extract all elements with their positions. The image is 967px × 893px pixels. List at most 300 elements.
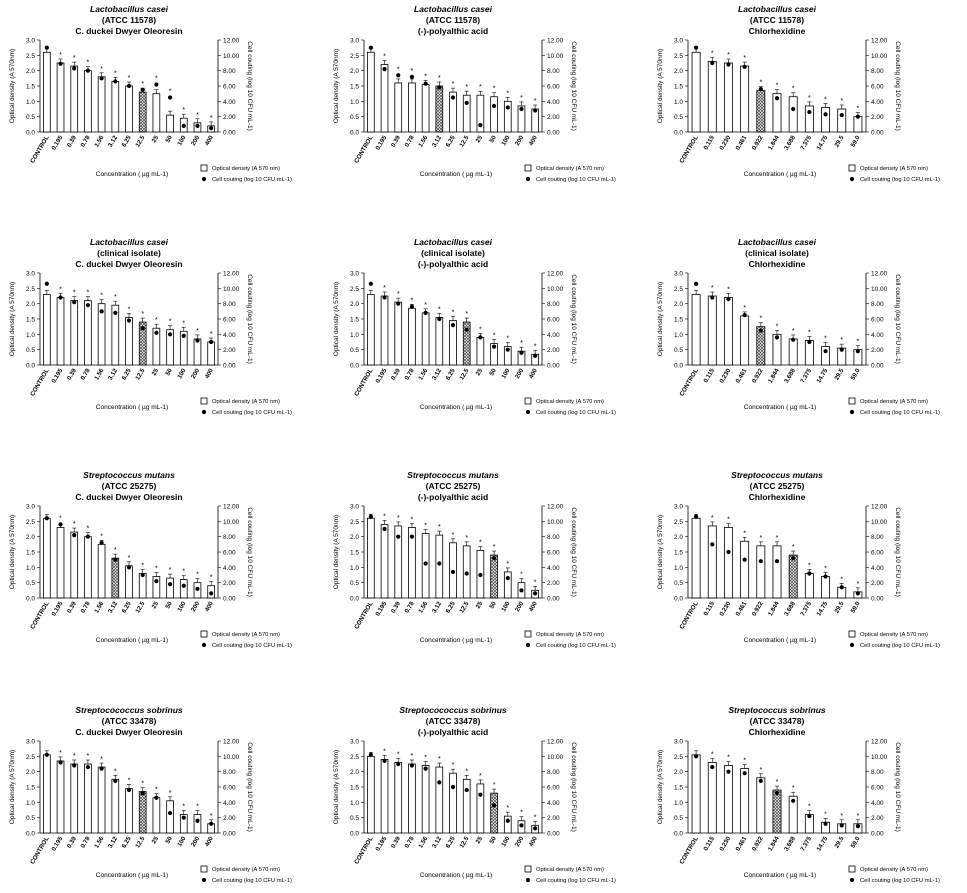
chart-title-line: Streptococcus mutans: [83, 470, 175, 480]
bar-optical-density: [381, 524, 388, 598]
bar-optical-density: [71, 301, 78, 365]
dot-cell-count: [807, 814, 811, 818]
x-tick-label: 0.39: [389, 600, 402, 615]
dot-cell-count: [451, 785, 455, 789]
significance-marker: *: [168, 789, 172, 797]
chart-title-line: (clinical isolate): [421, 248, 485, 258]
significance-marker: *: [383, 53, 386, 61]
significance-marker: *: [424, 522, 427, 530]
significance-marker: *: [59, 52, 62, 59]
chart-title-line: (ATCC 25275): [425, 481, 481, 491]
x-tick-label: 12.5: [134, 600, 147, 615]
significance-marker: *: [424, 301, 427, 309]
x-tick-label: 0.195: [374, 835, 389, 853]
legend-bar-swatch: [849, 866, 855, 872]
legend-dot-label: Cell couting (log 10 CFU mL-1): [536, 643, 616, 649]
bar-optical-density: [838, 109, 846, 132]
dot-cell-count: [759, 559, 763, 563]
y-tick-label-left: 0.5: [25, 114, 35, 122]
bar-optical-density: [194, 339, 201, 365]
chart-panel: [333, 470, 616, 649]
bar-optical-density: [409, 308, 416, 365]
x-tick-label: 200: [513, 367, 526, 380]
bar-optical-density: [436, 86, 443, 132]
y-tick-label-right: 10.00: [871, 518, 888, 526]
dot-cell-count: [743, 771, 747, 775]
y-tick-label-right: 4.00: [223, 331, 236, 339]
significance-marker: *: [113, 294, 117, 302]
x-tick-label: 200: [513, 835, 526, 848]
x-axis-label: Concentration ( µg mL-1): [419, 404, 493, 411]
y-tick-label-left: 2.0: [25, 68, 35, 76]
dot-cell-count: [424, 767, 428, 771]
dot-cell-count: [182, 124, 186, 128]
dot-cell-count: [410, 535, 414, 539]
bar-optical-density: [57, 527, 64, 598]
y-tick-label-left: 0.5: [349, 580, 359, 588]
x-tick-label: 0.78: [79, 367, 92, 382]
bar-optical-density: [126, 789, 133, 833]
y-tick-label-left: 2.5: [25, 753, 35, 761]
y-tick-label-left: 1.0: [673, 564, 683, 572]
y-tick-label-right: 12.00: [547, 738, 564, 746]
legend-bar-label: Optical density (A 570 nm): [212, 399, 280, 405]
dot-cell-count: [209, 591, 213, 595]
significance-marker: *: [396, 66, 400, 74]
significance-marker: *: [209, 331, 213, 338]
y-tick-label-left: 0.0: [25, 830, 35, 838]
y-tick-label-left: 0.0: [25, 362, 35, 370]
y-axis-label-left: Optical density (A 570nm): [9, 281, 16, 357]
x-tick-label: 400: [527, 600, 539, 613]
y-tick-label-right: 10.00: [223, 518, 240, 526]
x-tick-label: 50: [164, 367, 174, 377]
significance-marker: *: [209, 812, 213, 820]
dot-cell-count: [492, 556, 496, 560]
y-tick-label-right: 0.00: [871, 362, 884, 370]
bar-optical-density: [194, 815, 201, 833]
dot-cell-count: [492, 803, 496, 807]
legend-bar-swatch: [849, 398, 855, 404]
bar-optical-density: [477, 784, 484, 833]
y-tick-label-right: 4.00: [223, 799, 236, 807]
dot-cell-count: [694, 46, 698, 50]
y-tick-label-right: 8.00: [547, 534, 560, 542]
dot-cell-count: [72, 533, 76, 537]
legend-bar-swatch: [849, 165, 855, 171]
chart-panel: [9, 705, 292, 884]
x-tick-label: 0.461: [734, 835, 749, 853]
chart-title-line: (ATCC 33478): [749, 716, 805, 726]
x-tick-label: 6.25: [120, 367, 133, 382]
y-tick-label-left: 1.0: [673, 98, 683, 106]
x-tick-label: 400: [203, 367, 215, 380]
dot-cell-count: [86, 535, 90, 539]
significance-marker: *: [743, 304, 747, 312]
y-tick-label-right: 2.00: [871, 815, 884, 823]
significance-marker: *: [424, 754, 427, 762]
bar-optical-density: [98, 767, 105, 833]
y-tick-label-right: 8.00: [223, 301, 236, 309]
bar-optical-density: [43, 294, 50, 365]
legend-dot-label: Cell couting (log 10 CFU mL-1): [212, 878, 292, 884]
x-tick-label: 7.375: [799, 134, 814, 152]
y-axis-label-left: Optical density (A 570nm): [333, 48, 340, 124]
legend-bar-swatch: [849, 631, 855, 637]
chart-title-line: Lactobacillus casei: [90, 237, 168, 247]
x-tick-label: 100: [176, 134, 188, 147]
y-tick-label-left: 2.0: [673, 68, 683, 76]
x-tick-label: 12.5: [458, 367, 471, 382]
bar-optical-density: [491, 793, 498, 833]
significance-marker: *: [383, 748, 386, 756]
bar-optical-density: [98, 544, 105, 598]
dot-cell-count: [168, 332, 172, 336]
bar-optical-density: [692, 52, 700, 132]
x-tick-label: 25: [150, 600, 161, 610]
y-tick-label-right: 0.00: [871, 830, 884, 838]
y-axis-label-left: Optical density (A 570nm): [657, 749, 664, 825]
chart-title-line: (ATCC 33478): [101, 716, 157, 726]
significance-marker: *: [759, 79, 763, 87]
y-axis-label-left: Optical density (A 570nm): [333, 281, 340, 357]
bar-optical-density: [98, 77, 105, 132]
bar-optical-density: [805, 573, 813, 598]
dot-cell-count: [72, 66, 76, 70]
x-tick-label: 0.461: [734, 600, 749, 618]
bar-optical-density: [43, 52, 50, 132]
x-tick-label: 400: [203, 835, 215, 848]
legend-bar-swatch: [201, 866, 207, 872]
y-tick-label-left: 3.0: [673, 503, 683, 511]
bar-optical-density: [395, 762, 402, 833]
x-tick-label: 400: [203, 134, 215, 147]
x-tick-label: CONTROL: [29, 835, 51, 866]
panel-grid: [9, 4, 940, 884]
bar-optical-density: [126, 317, 133, 365]
x-tick-label: 12.5: [134, 134, 147, 149]
legend-dot-swatch: [850, 643, 854, 647]
x-tick-label: 100: [500, 367, 512, 380]
x-tick-label: CONTROL: [353, 134, 375, 165]
dot-cell-count: [113, 779, 117, 783]
significance-marker: *: [196, 571, 199, 579]
x-tick-label: 0.195: [374, 600, 389, 618]
x-tick-label: 50: [164, 835, 174, 845]
y-tick-label-right: 12.00: [547, 37, 564, 45]
significance-marker: *: [479, 84, 482, 92]
y-tick-label-right: 10.00: [223, 285, 240, 293]
y-tick-label-left: 2.0: [349, 534, 359, 542]
significance-marker: *: [791, 85, 795, 93]
y-tick-label-left: 3.0: [25, 37, 35, 45]
significance-marker: *: [479, 772, 482, 780]
dot-cell-count: [168, 582, 172, 586]
significance-marker: *: [396, 291, 400, 299]
y-axis-label-left: Optical density (A 570nm): [9, 48, 16, 124]
y-tick-label-right: 12.00: [871, 503, 888, 511]
significance-marker: *: [196, 111, 199, 119]
bar-optical-density: [724, 63, 732, 132]
x-tick-label: 3.12: [430, 134, 444, 149]
y-tick-label-left: 2.5: [349, 52, 359, 60]
y-axis-label-right: Cell couting (log 10 CFU mL-1): [570, 274, 577, 364]
x-tick-label: 0.115: [702, 600, 717, 618]
x-tick-label: 100: [176, 835, 188, 848]
bar-optical-density: [789, 555, 797, 598]
y-axis-label-left: Optical density (A 570nm): [657, 514, 664, 590]
bar-optical-density: [789, 339, 797, 365]
dot-cell-count: [45, 282, 49, 286]
x-tick-label: 0.39: [389, 134, 402, 149]
x-tick-label: 0.195: [50, 134, 65, 152]
bar-optical-density: [708, 762, 716, 833]
bar-optical-density: [450, 773, 457, 833]
y-tick-label-right: 2.00: [547, 347, 560, 355]
y-tick-label-right: 0.00: [547, 362, 560, 370]
significance-marker: *: [492, 332, 496, 340]
x-tick-label: 3.688: [783, 134, 797, 152]
chart-panel: [333, 237, 616, 416]
dot-cell-count: [743, 558, 747, 562]
significance-marker: *: [437, 524, 441, 532]
dot-cell-count: [72, 300, 76, 304]
bar-optical-density: [367, 518, 374, 598]
x-tick-label: 200: [513, 600, 526, 613]
significance-marker: *: [533, 343, 537, 351]
y-tick-label-left: 2.0: [25, 301, 35, 309]
chart-title-line: Chlorhexidine: [748, 727, 806, 737]
dot-cell-count: [694, 282, 698, 286]
y-tick-label-left: 0.0: [349, 830, 359, 838]
x-tick-label: 1.56: [417, 600, 430, 615]
dot-cell-count: [775, 335, 779, 339]
x-tick-label: 0.39: [389, 367, 402, 382]
significance-marker: *: [791, 785, 795, 793]
x-axis-label: Concentration ( µg mL-1): [95, 171, 169, 178]
y-tick-label-left: 2.5: [673, 52, 683, 60]
bar-optical-density: [773, 546, 781, 598]
dot-cell-count: [856, 591, 860, 595]
chart-panel: [333, 4, 616, 183]
significance-marker: *: [465, 534, 469, 542]
dot-cell-count: [86, 303, 90, 307]
significance-marker: *: [775, 82, 779, 90]
bar-optical-density: [381, 296, 388, 365]
bar-optical-density: [381, 65, 388, 132]
y-tick-label-right: 2.00: [223, 815, 236, 823]
bar-optical-density: [724, 527, 732, 598]
legend-bar-label: Optical density (A 570 nm): [212, 166, 280, 172]
chart-panel: [9, 237, 292, 416]
chart-title-line: (ATCC 11578): [749, 15, 805, 25]
dot-cell-count: [823, 574, 827, 578]
dot-cell-count: [519, 823, 523, 827]
bar-optical-density: [367, 294, 374, 365]
legend-bar-swatch: [201, 631, 207, 637]
x-tick-label: 0.78: [403, 134, 416, 149]
bar-optical-density: [757, 778, 765, 833]
x-tick-label: 100: [500, 835, 512, 848]
y-axis-label-right: Cell couting (log 10 CFU mL-1): [246, 507, 253, 597]
x-tick-label: 1.56: [93, 367, 106, 382]
dot-cell-count: [382, 295, 386, 299]
dot-cell-count: [58, 62, 62, 66]
x-axis-label: Concentration ( µg mL-1): [743, 404, 817, 411]
dot-cell-count: [710, 765, 714, 769]
bar-optical-density: [422, 534, 429, 598]
x-axis-label: Concentration ( µg mL-1): [419, 872, 493, 879]
chart-panel: [9, 4, 292, 183]
y-tick-label-left: 1.0: [349, 564, 359, 572]
significance-marker: *: [520, 571, 523, 579]
dot-cell-count: [369, 282, 373, 286]
bar-optical-density: [153, 94, 160, 132]
significance-marker: *: [520, 809, 523, 817]
significance-marker: *: [155, 317, 158, 325]
chart-title-line: (ATCC 33478): [425, 716, 481, 726]
y-tick-label-right: 2.00: [547, 580, 560, 588]
y-tick-label-left: 0.5: [25, 815, 35, 823]
x-tick-label: 0.195: [50, 367, 65, 385]
x-tick-label: 59.0: [849, 134, 862, 149]
dot-cell-count: [72, 763, 76, 767]
x-tick-label: 7.375: [799, 367, 814, 385]
y-tick-label-left: 2.0: [673, 534, 683, 542]
y-tick-label-left: 2.5: [349, 518, 359, 526]
x-tick-label: CONTROL: [353, 600, 375, 631]
dot-cell-count: [775, 559, 779, 563]
y-tick-label-left: 2.5: [673, 753, 683, 761]
chart-panel: [657, 4, 940, 183]
y-tick-label-left: 0.5: [673, 347, 683, 355]
significance-marker: *: [492, 544, 496, 552]
y-tick-label-left: 3.0: [349, 738, 359, 746]
dot-cell-count: [791, 799, 795, 803]
x-tick-label: 0.78: [79, 600, 92, 615]
chart-title-line: Streptocococcus sobrinus: [75, 705, 183, 715]
y-axis-label-right: Cell couting (log 10 CFU mL-1): [570, 742, 577, 832]
x-tick-label: 50: [164, 600, 174, 610]
x-tick-label: 1.844: [766, 134, 781, 152]
x-tick-label: 14.75: [815, 835, 830, 853]
x-axis-label: Concentration ( µg mL-1): [419, 171, 493, 178]
x-tick-label: 3.12: [430, 600, 444, 615]
y-tick-label-right: 6.00: [871, 83, 884, 91]
dot-cell-count: [840, 585, 844, 589]
significance-marker: *: [59, 749, 62, 757]
y-tick-label-left: 2.5: [25, 285, 35, 293]
bar-optical-density: [85, 764, 92, 833]
y-axis-label-left: Optical density (A 570nm): [9, 749, 16, 825]
dot-cell-count: [141, 791, 145, 795]
x-tick-label: 0.39: [65, 134, 78, 149]
dot-cell-count: [823, 349, 827, 353]
dot-cell-count: [127, 788, 131, 792]
chart-title-line: Streptocococcus sobrinus: [399, 705, 507, 715]
significance-marker: *: [451, 81, 455, 89]
y-tick-label-right: 6.00: [547, 316, 560, 324]
dot-cell-count: [465, 101, 469, 105]
legend-dot-swatch: [526, 410, 530, 414]
x-tick-label: 0.115: [702, 367, 717, 385]
x-tick-label: 200: [189, 835, 202, 848]
dot-cell-count: [45, 753, 49, 757]
significance-marker: *: [86, 289, 90, 297]
x-tick-label: CONTROL: [29, 367, 51, 398]
bar-optical-density: [409, 764, 416, 833]
bar-optical-density: [422, 766, 429, 833]
chart-panel: [333, 705, 616, 884]
significance-marker: *: [506, 805, 510, 813]
legend-dot-swatch: [202, 878, 206, 882]
y-tick-label-right: 8.00: [871, 68, 884, 76]
dot-cell-count: [369, 46, 373, 50]
x-tick-label: 25: [474, 600, 485, 610]
y-axis-label-left: Optical density (A 570nm): [657, 281, 664, 357]
x-tick-label: 6.25: [120, 835, 133, 850]
y-tick-label-left: 2.0: [349, 301, 359, 309]
y-tick-label-right: 4.00: [871, 331, 884, 339]
significance-marker: *: [479, 326, 482, 334]
bar-optical-density: [381, 759, 388, 833]
x-tick-label: 1.844: [766, 835, 781, 853]
y-tick-label-right: 8.00: [547, 68, 560, 76]
significance-marker: *: [410, 753, 414, 760]
x-tick-label: CONTROL: [678, 367, 700, 398]
bar-optical-density: [708, 526, 716, 598]
significance-marker: *: [155, 786, 158, 794]
chart-title-line: C. duckei Dwyer Oleoresin: [75, 727, 183, 737]
x-tick-label: 0.230: [718, 367, 733, 385]
y-tick-label-left: 1.5: [673, 83, 683, 91]
x-tick-label: 0.39: [389, 835, 402, 850]
dot-cell-count: [396, 302, 400, 306]
significance-marker: *: [840, 812, 844, 820]
y-tick-label-left: 2.0: [673, 769, 683, 777]
dot-cell-count: [694, 515, 698, 519]
bar-optical-density: [112, 779, 119, 833]
y-tick-label-left: 0.0: [673, 362, 683, 370]
x-tick-label: 200: [189, 367, 202, 380]
bar-optical-density: [805, 106, 813, 132]
x-tick-label: 7.375: [799, 835, 814, 853]
dot-cell-count: [710, 61, 714, 65]
x-axis-label: Concentration ( µg mL-1): [95, 872, 169, 879]
dot-cell-count: [492, 345, 496, 349]
dot-cell-count: [424, 311, 428, 315]
x-tick-label: 59.0: [849, 600, 862, 615]
dot-cell-count: [478, 335, 482, 339]
y-tick-label-left: 3.0: [673, 37, 683, 45]
chart-panel: [657, 705, 940, 884]
x-axis-label: Concentration ( µg mL-1): [95, 637, 169, 644]
y-tick-label-right: 4.00: [223, 98, 236, 106]
y-tick-label-left: 1.0: [25, 98, 35, 106]
dot-cell-count: [726, 297, 730, 301]
dot-cell-count: [437, 85, 441, 89]
bar-optical-density: [741, 316, 749, 365]
dot-cell-count: [807, 110, 811, 114]
y-tick-label-right: 2.00: [871, 580, 884, 588]
dot-cell-count: [726, 550, 730, 554]
significance-marker: *: [209, 114, 213, 122]
significance-marker: *: [727, 754, 730, 762]
y-tick-label-right: 12.00: [871, 270, 888, 278]
significance-marker: *: [824, 565, 827, 573]
significance-marker: *: [141, 80, 145, 88]
bar-optical-density: [85, 71, 92, 132]
